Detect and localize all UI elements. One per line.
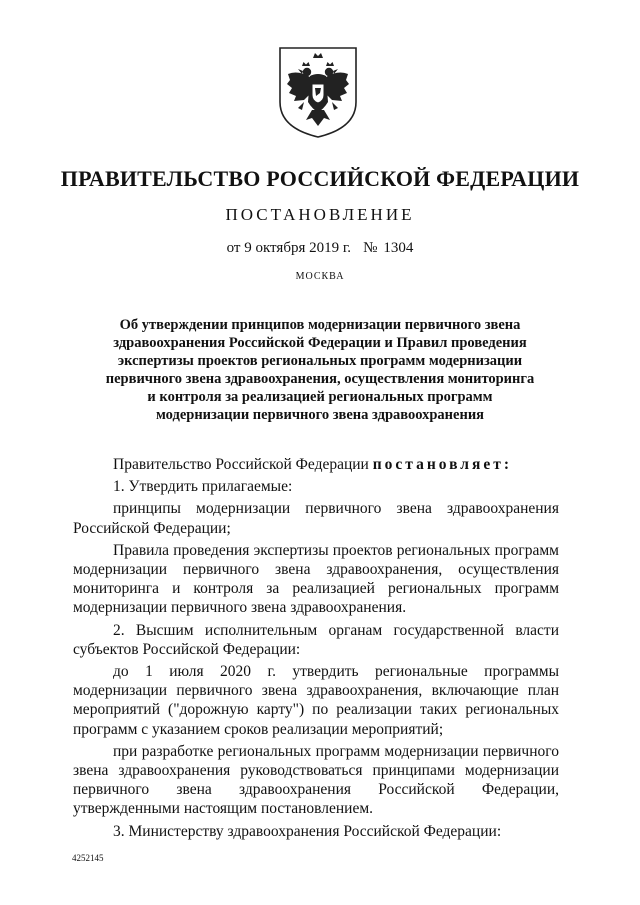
document-body: [73, 455, 559, 841]
document-number: 1304: [383, 240, 414, 256]
paragraph-1b: Правила проведения экспертизы проектов региональных программ модернизации первичного звена здравоохранения, осуществления мониторинга и контроля за реализацией региональных программ модернизации первичного звена здравоохранения.: [73, 541, 559, 617]
intro-text: Правительство Российской Федерации: [113, 456, 369, 473]
document-city: МОСКВА: [295, 271, 345, 282]
document-date: от 9 октября 2019 г.: [226, 240, 352, 256]
heading-line: и контроля за реализацией региональных программ: [147, 389, 493, 405]
heading-line: модернизации первичного звена здравоохранения: [155, 407, 485, 423]
heading-line: Об утверждении принципов модернизации первичного звена: [119, 317, 521, 333]
paragraph-2a: до 1 июля 2020 г. утвердить региональные программы модернизации первичного звена здравоохранения, включающие план мероприятий ("дорожную карту") по реализации таких региональных программ с указанием сроков реализации мероприятий;: [73, 663, 559, 738]
paragraph-1a: принципы модернизации первичного звена здравоохранения Российской Федерации;: [73, 500, 559, 537]
number-sign: №: [363, 240, 378, 256]
paragraph-3: 3. Министерству здравоохранения Российской Федерации:: [113, 822, 502, 840]
coat-of-arms-icon: [276, 44, 360, 140]
resolution-word: постановляет:: [372, 456, 513, 473]
paragraph-1: 1. Утвердить прилагаемые:: [113, 478, 293, 496]
document-type: ПОСТАНОВЛЕНИЕ: [225, 205, 415, 224]
government-title: ПРАВИТЕЛЬСТВО РОССИЙСКОЙ ФЕДЕРАЦИИ: [60, 166, 580, 191]
intro-paragraph: [73, 455, 559, 474]
document-code: 4252145: [72, 853, 104, 863]
paragraph-2: 2. Высшим исполнительным органам государственной власти субъектов Российской Федерации:: [73, 621, 559, 658]
heading-line: первичного звена здравоохранения, осуществления мониторинга: [105, 371, 535, 387]
document-heading: [90, 316, 550, 424]
paragraph-2b: при разработке региональных программ модернизации первичного звена здравоохранения руководствоваться принципами модернизации первичного звена здравоохранения Российской Федерации, утвержденными настоящим постановлением.: [73, 742, 559, 818]
heading-line: здравоохранения Российской Федерации и Правил проведения: [113, 335, 527, 351]
document-date-line: [0, 240, 640, 257]
heading-line: экспертизы проектов региональных программ модернизации: [117, 353, 523, 369]
